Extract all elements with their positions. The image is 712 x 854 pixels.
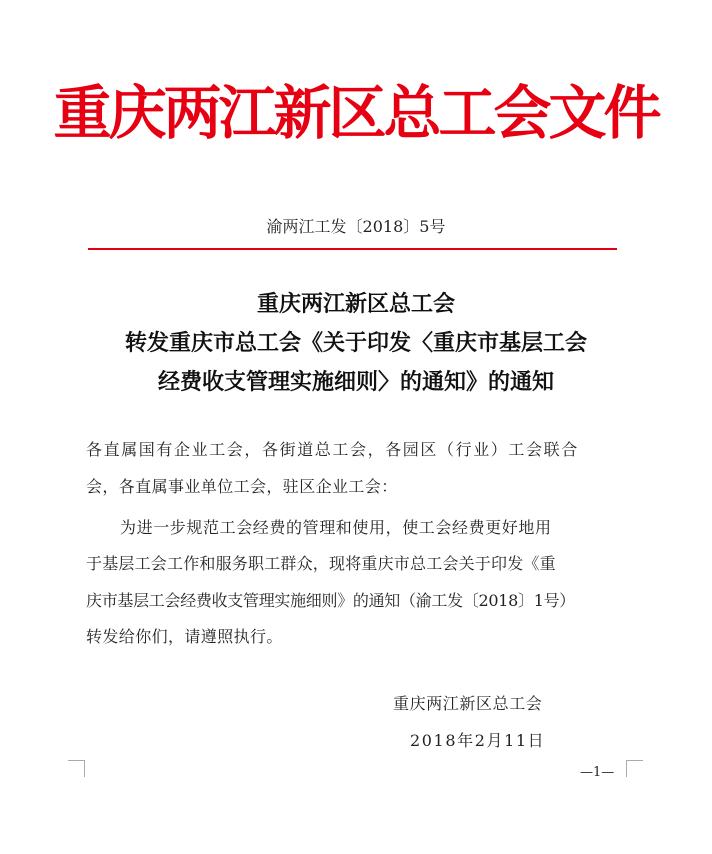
signature-date: 2018年2月11日: [410, 731, 546, 750]
document-title-line-1: 重庆两江新区总工会: [256, 291, 455, 317]
page-margin-mark-left: [68, 760, 85, 777]
page-margin-mark-right: [626, 760, 643, 777]
body-paragraph-line-3: 庆市基层工会经费收支管理实施细则》的通知（渝工发〔2018〕1号）: [86, 591, 575, 610]
document-title-line-3: 经费收支管理实施细则〉的通知》的通知: [157, 369, 554, 395]
page-number: —1—: [580, 765, 615, 780]
document-number: 渝两江工发〔2018〕5号: [266, 217, 446, 236]
body-paragraph-line-2: 于基层工会工作和服务职工群众，现将重庆市总工会关于印发《重: [86, 554, 556, 573]
body-paragraph-line-4: 转发给你们，请遵照执行。: [86, 627, 283, 646]
document-title-line-2: 转发重庆市总工会《关于印发〈重庆市基层工会: [124, 330, 587, 356]
addressee-line-2: 会，各直属事业单位工会，驻区企业工会：: [86, 477, 398, 496]
document-masthead: 重庆两江新区总工会文件: [53, 79, 659, 147]
red-divider-line: [88, 248, 617, 250]
addressee-line-1: 各直属国有企业工会，各街道总工会，各园区（行业）工会联合: [86, 440, 579, 459]
signature-organization: 重庆两江新区总工会: [393, 694, 543, 713]
body-paragraph-line-1: 为进一步规范工会经费的管理和使用，使工会经费更好地用: [120, 518, 552, 537]
